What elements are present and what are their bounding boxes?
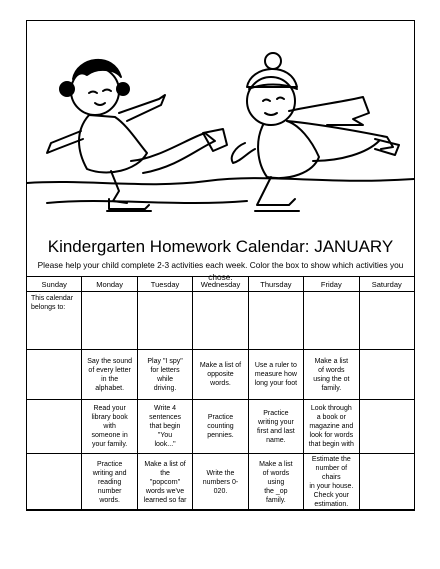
day-header-row — [27, 277, 415, 292]
calendar-week-row — [27, 400, 415, 454]
activity-text: Play "I spy" for letters while driving. — [147, 357, 183, 392]
page-title: Kindergarten Homework Calendar: JANUARY — [47, 237, 394, 256]
activity-text: Practice writing and reading number words. — [92, 460, 127, 504]
calendar-cell[interactable] — [137, 292, 192, 350]
activity-text: Make a list of words using the ot family. — [313, 357, 350, 392]
day-header: Monday — [82, 277, 137, 292]
activity-text: Look through a book or magazine and look for words that begin with — [308, 405, 354, 448]
day-header: Thursday — [248, 277, 303, 292]
instructions-text: Please help your child complete 2-3 activities each week. Color the box to show which activities you chose. — [37, 260, 404, 282]
calendar-cell[interactable] — [359, 400, 414, 454]
activity-text: Estimate the number of chairs in your house. Check your estimation. — [309, 456, 354, 508]
calendar-cell[interactable] — [27, 350, 82, 400]
calendar-cell[interactable] — [248, 400, 303, 454]
calendar-cell[interactable] — [304, 350, 359, 400]
activity-text: Make a list of opposite words. — [199, 362, 242, 387]
calendar-cell[interactable] — [27, 292, 82, 350]
calendar-cell[interactable] — [27, 454, 82, 511]
calendar-cell[interactable] — [304, 292, 359, 350]
calendar-cell[interactable] — [193, 292, 248, 350]
activity-text: Practice writing your first and last name. — [257, 409, 295, 444]
calendar-cell[interactable] — [137, 454, 192, 511]
activity-text: Write 4 sentences that begin "You look..." — [149, 405, 182, 448]
calendar-cell[interactable] — [193, 350, 248, 400]
calendar-week-row — [27, 454, 415, 511]
day-header: Wednesday — [193, 277, 248, 292]
calendar-cell[interactable] — [248, 454, 303, 511]
day-header: Friday — [304, 277, 359, 292]
calendar-cell[interactable] — [359, 350, 414, 400]
activity-text: Make a list of words using the _op family. — [259, 460, 293, 504]
calendar-cell[interactable] — [248, 350, 303, 400]
calendar-cell[interactable] — [82, 350, 137, 400]
calendar-cell[interactable] — [304, 400, 359, 454]
calendar-cell[interactable] — [137, 350, 192, 400]
activity-text: Use a ruler to measure how long your foot — [254, 362, 298, 387]
calendar-cell[interactable] — [82, 454, 137, 511]
activity-text: Make a list of the "popcorn" words we've learned so far — [143, 460, 187, 504]
homework-calendar — [26, 276, 415, 511]
calendar-cell[interactable] — [193, 400, 248, 454]
day-header: Tuesday — [137, 277, 192, 292]
calendar-cell[interactable] — [359, 454, 414, 511]
calendar-cell[interactable] — [304, 454, 359, 511]
calendar-cell[interactable] — [137, 400, 192, 454]
calendar-week-row — [27, 350, 415, 400]
activity-text: Practice counting pennies. — [207, 414, 234, 439]
activity-text: Read your library book with someone in your family. — [91, 405, 128, 448]
activity-text: Write the numbers 0- 020. — [202, 469, 239, 495]
calendar-cell[interactable] — [248, 292, 303, 350]
calendar-week-row — [27, 292, 415, 350]
day-header: Saturday — [359, 277, 414, 292]
calendar-cell[interactable] — [193, 454, 248, 511]
day-header: Sunday — [27, 277, 82, 292]
skating-children-illustration — [27, 21, 414, 236]
calendar-cell[interactable] — [82, 292, 137, 350]
activity-text: Say the sound of every letter in the alphabet. — [87, 357, 133, 392]
owner-label: This calendar belongs to: — [31, 295, 74, 311]
calendar-cell[interactable] — [82, 400, 137, 454]
calendar-cell[interactable] — [27, 400, 82, 454]
calendar-cell[interactable] — [359, 292, 414, 350]
